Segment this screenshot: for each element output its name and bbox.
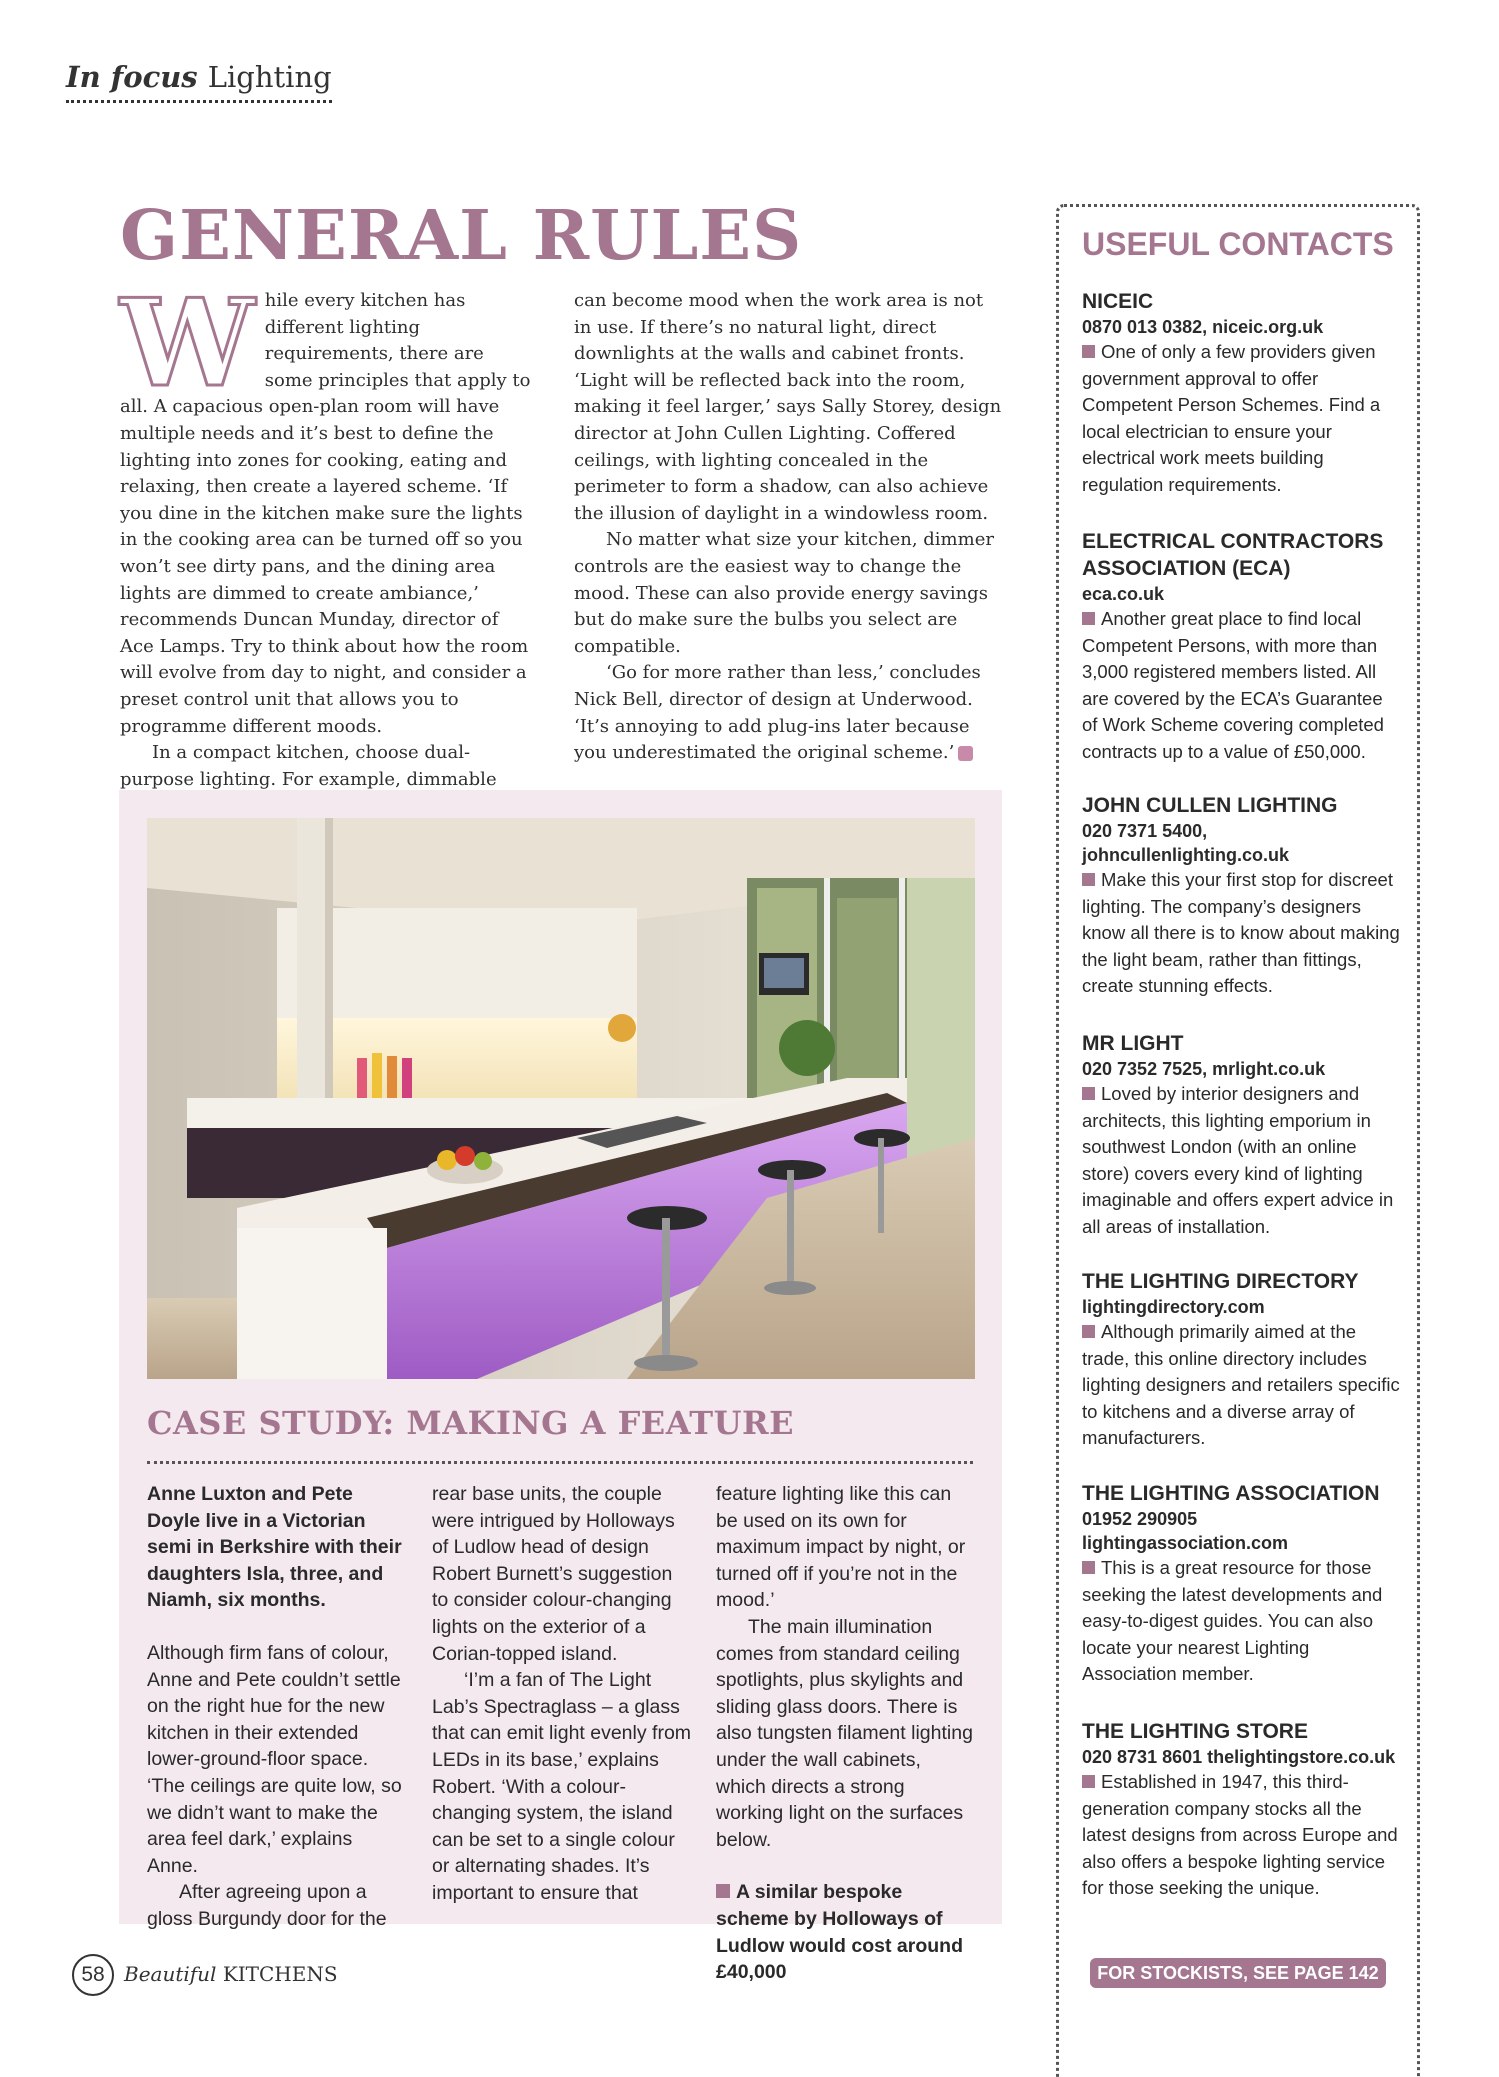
drop-cap: W (120, 273, 255, 414)
magazine-name (124, 1962, 338, 1986)
case-study-column-1 (147, 1481, 405, 1933)
contact-description (1082, 606, 1400, 766)
end-of-article-icon (958, 746, 973, 761)
contact-name: NICEIC (1082, 290, 1154, 313)
case-study-paragraph: After agreeing upon a gloss Burgundy door for the (147, 1881, 387, 1930)
bullet-square-icon (1082, 873, 1095, 886)
section-tag-italic: In focus (66, 60, 198, 94)
magazine-name-caps: KITCHENS (222, 1962, 338, 1986)
contact-details: eca.co.uk (1082, 584, 1165, 604)
contact-description-text: Although primarily aimed at the trade, this online directory includes lighting designers and retailers specific to kitchens and a diverse array of manufacturers. (1082, 1321, 1400, 1449)
contact-details: 020 7371 5400, johncullenlighting.co.uk (1082, 821, 1289, 865)
contact-description-text: One of only a few providers given government approval to offer Competent Person Schemes. Find a local electrician to ensure your electrical work meets building regulation requirements. (1082, 341, 1381, 495)
sidebar-title: USEFUL CONTACTS (1082, 226, 1394, 262)
contact-description-text: Another great place to find local Competent Persons, with more than 3,000 registered members listed. All are covered by the ECA’s Guarantee of Work Scheme covering completed contracts up to a value of £50,000. (1082, 608, 1384, 762)
bullet-square-icon (716, 1884, 730, 1898)
contact-details: lightingdirectory.com (1082, 1297, 1265, 1317)
contact-john-cullen (1082, 792, 1400, 1000)
stockists-banner: FOR STOCKISTS, SEE PAGE 142 (1090, 1958, 1386, 1988)
contact-name: THE LIGHTING STORE (1082, 1720, 1308, 1743)
page-number: 58 (72, 1954, 114, 1996)
contact-description-text: Established in 1947, this third-generation company stocks all the latest designs from across Europe and also offers a bespoke lighting service for those seeking the unique. (1082, 1771, 1398, 1899)
contact-eca (1082, 528, 1400, 766)
case-study-paragraph: Although firm fans of colour, Anne and Pete couldn’t settle on the right hue for the new kitchen in their extended lower-ground-floor space. ‘The ceilings are quite low, so we didn’t want to make the area feel dark,’ explains Anne. (147, 1641, 402, 1877)
contact-name: JOHN CULLEN LIGHTING (1082, 794, 1338, 817)
contact-description (1082, 1319, 1400, 1452)
contact-lighting-directory (1082, 1268, 1400, 1452)
section-tag (66, 60, 332, 103)
bullet-square-icon (1082, 1775, 1095, 1788)
case-study-column-2 (432, 1481, 692, 1907)
contact-mr-light (1082, 1030, 1400, 1241)
case-study-paragraph: The main illumination comes from standard ceiling spotlights, plus skylights and sliding glass doors. There is also tungsten filament lighting under the wall cabinets, which directs a strong working light on the surfaces below. (716, 1615, 973, 1851)
article-paragraph: In a compact kitchen, choose dual-purpose lighting. For example, dimmable (120, 742, 497, 790)
contact-lighting-association (1082, 1480, 1400, 1688)
contact-description-text: Make this your first stop for discreet lighting. The company’s designers know all there is to know about making the light beam, rather than fittings, create stunning effects. (1082, 869, 1400, 997)
article-paragraph-text: ‘Go for more rather than less,’ concludes Nick Bell, director of design at Underwood. ‘It’s annoying to add plug-ins later because you underestimated the original scheme.’ (574, 662, 981, 764)
bullet-square-icon (1082, 612, 1095, 625)
section-tag-name: Lighting (207, 60, 332, 94)
contact-description (1082, 1555, 1400, 1688)
contact-name: THE LIGHTING DIRECTORY (1082, 1270, 1359, 1293)
contact-description (1082, 339, 1400, 499)
article-title: GENERAL RULES (120, 196, 803, 276)
case-study-divider (147, 1461, 973, 1464)
case-study-column-3 (716, 1481, 976, 1986)
contact-details: 01952 290905 lightingassociation.com (1082, 1509, 1289, 1553)
contact-name: ELECTRICAL CONTRACTORS ASSOCIATION (ECA) (1082, 530, 1384, 580)
contact-details: 0870 013 0382, niceic.org.uk (1082, 317, 1324, 337)
case-study-paragraph: ‘I’m a fan of The Light Lab’s Spectraglass – a glass that can emit light evenly from LEDs in its base,’ explains Robert. ‘With a colour-changing system, the island can be set to a single colour or alternating shades. It’s important to ensure that (432, 1669, 692, 1904)
contact-details: 020 7352 7525, mrlight.co.uk (1082, 1059, 1326, 1079)
case-study-intro: Anne Luxton and Pete Doyle live in a Victorian semi in Berkshire with their daughters Isla, three, and Niamh, six months. (147, 1483, 402, 1612)
bullet-square-icon (1082, 345, 1095, 358)
bullet-square-icon (1082, 1087, 1095, 1100)
magazine-name-italic: Beautiful (124, 1962, 217, 1986)
contact-lighting-store (1082, 1718, 1400, 1902)
article-paragraph: can become mood when the work area is not in use. If there’s no natural light, direct downlights at the walls and cabinet fronts. ‘Light will be reflected back into the room, making it feel larger,’ says Sally Storey, design director at John Cullen Lighting. Coffered ceilings, with lighting concealed in the perimeter to form a shadow, can also achieve the illusion of daylight in a windowless room. (574, 290, 1002, 524)
contact-description (1082, 1081, 1400, 1241)
case-study-paragraph: feature lighting like this can be used on its own for maximum impact by night, or turned off if you’re not in the mood.’ (716, 1483, 966, 1612)
contact-description (1082, 1769, 1400, 1902)
article-paragraph: hile every kitchen has different lighting requirements, there are some principles that apply to all. A capacious open-plan room will have multiple needs and it’s best to define the lighting into zones for cooking, eating and relaxing, then create a layered scheme. ‘If you dine in the kitchen make sure the lights in the cooking area can be turned off so you won’t see dirty pans, and the dining area lights are dimmed to create ambiance,’ recommends Duncan Munday, director of Ace Lamps. Try to think about how the room will evolve from day to night, and consider a preset control unit that allows you to programme different moods. (120, 290, 531, 737)
kitchen-photo (147, 818, 975, 1379)
case-study-title: CASE STUDY: MAKING A FEATURE (147, 1404, 794, 1442)
contact-description (1082, 867, 1400, 1000)
article-column-2 (574, 288, 1002, 767)
article-column-1 (120, 273, 534, 820)
contact-details: 020 8731 8601 thelightingstore.co.uk (1082, 1747, 1396, 1767)
bullet-square-icon (1082, 1325, 1095, 1338)
case-study-paragraph: rear base units, the couple were intrigued by Holloways of Ludlow head of design Robert Burnett’s suggestion to consider colour-changing lights on the exterior of a Corian-topped island. (432, 1483, 675, 1665)
contact-description-text: Loved by interior designers and architects, this lighting emporium in southwest London (with an online store) covers every kind of lighting imaginable and offers expert advice in all areas of installation. (1082, 1083, 1394, 1237)
case-study-cost (716, 1879, 976, 1985)
contact-description-text: This is a great resource for those seeking the latest developments and easy-to-digest guides. You can also locate your nearest Lighting Association member. (1082, 1557, 1383, 1685)
bullet-square-icon (1082, 1561, 1095, 1574)
case-study-cost-text: A similar bespoke scheme by Holloways of Ludlow would cost around £40,000 (716, 1881, 963, 1984)
contact-niceic (1082, 288, 1400, 499)
article-paragraph-last (574, 660, 1002, 766)
contact-name: MR LIGHT (1082, 1032, 1184, 1055)
article-paragraph: No matter what size your kitchen, dimmer controls are the easiest way to change the mood. These can also provide energy savings but do make sure the bulbs you select are compatible. (574, 529, 994, 657)
contact-name: THE LIGHTING ASSOCIATION (1082, 1482, 1380, 1505)
